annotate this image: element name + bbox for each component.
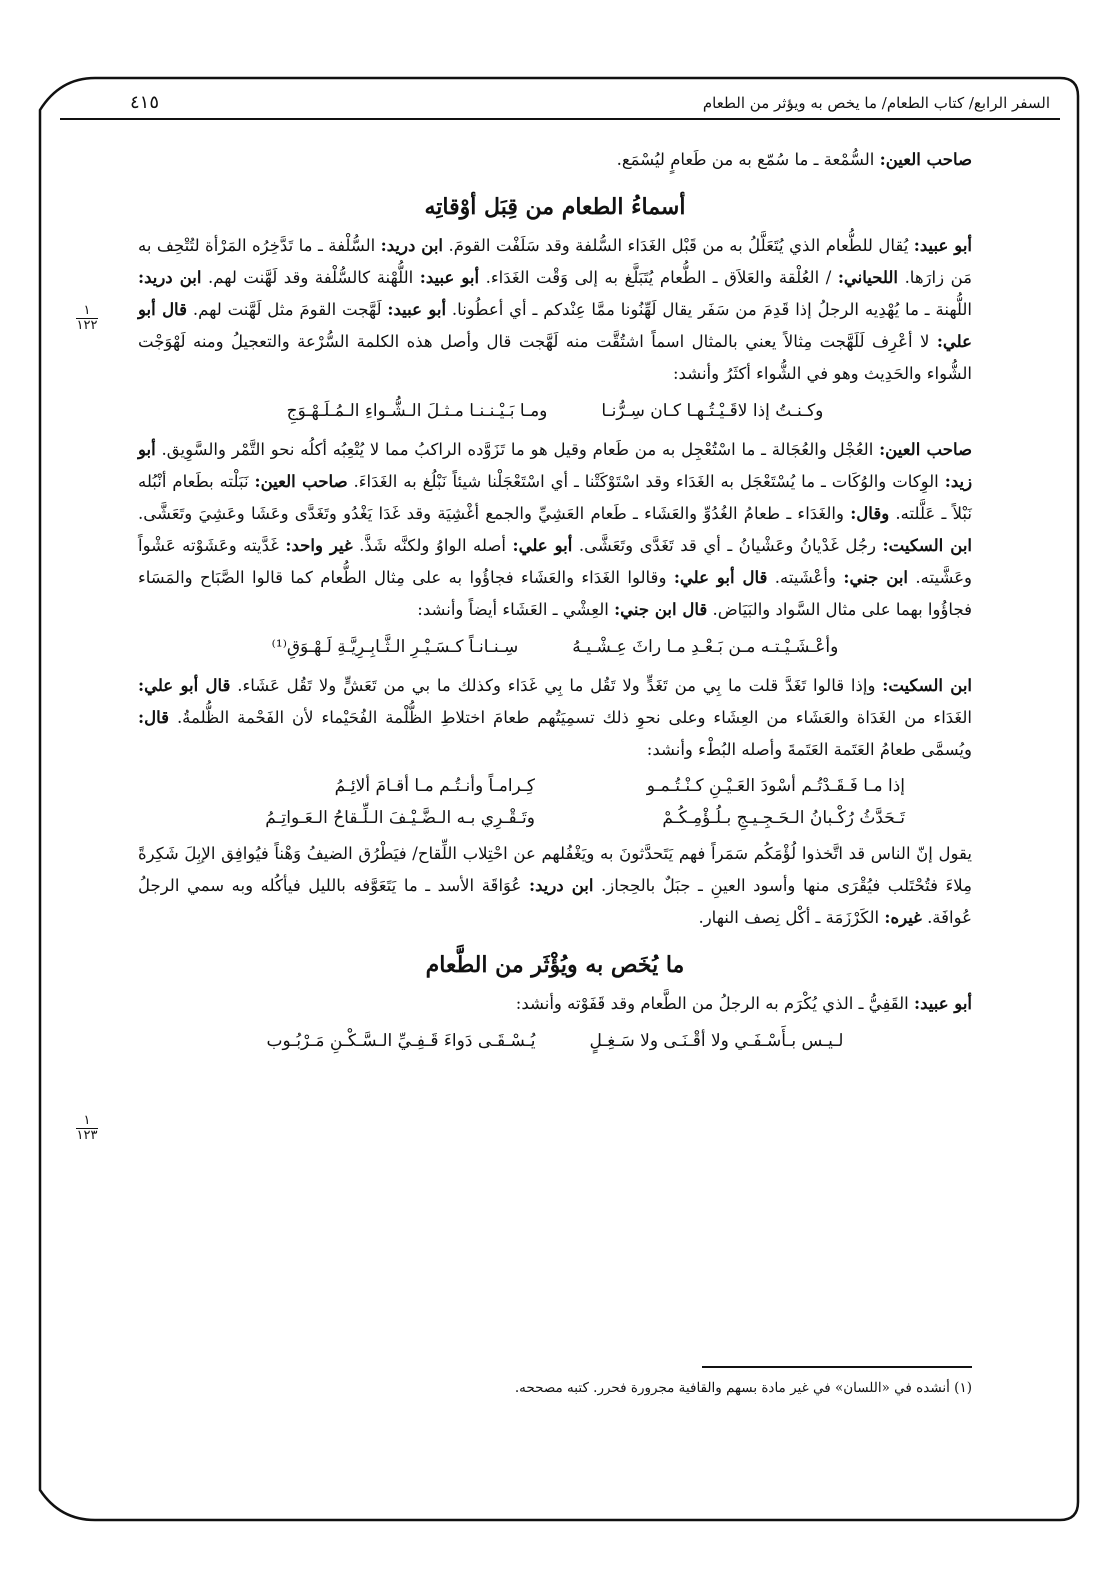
intro-paragraph: صاحب العين: السُّمْعة ـ ما سُمّع به من طَعامٍ ليُسْمَع.: [616, 150, 972, 169]
margin-page-ref-123: ١ ١٢٣: [76, 1113, 98, 1143]
paragraph-4: يقول إنّ الناس قد اتَّخذوا لُؤْمَكُم سَمَراً فهم يَتَحدَّثونَ به ويَغْفُلهم عن احْتِلاب اللِّقاح/ فيَطْرُق الضيفُ وَهْناً فيُوافِق الإبِلَ شَكِرةً مِلاءَ فتُحْتَلب فيُقْرَى منها وأسود العينِ ـ جبَلٌ بالحِجاز. ابن دريد: عُوَاقَة الأسد ـ ما يَتَعَوَّفه بالليل فيأكُله وبه سمي الرجلُ عُوافَة. غيره: الكَرْزَمَة ـ أكْل نِصف النهار.: [138, 844, 972, 927]
couplet-verses: [138, 770, 972, 834]
page-number: ٤١٥: [130, 92, 160, 113]
verse-1: وكـنـتُ إذا لاقَـيْـتُـهـا كـان سِـرُّنـا ومـا بَـيْـنـنـا مـثـلَ الـشُّـواءِ الـمُـلَـهْـوَجِ: [286, 401, 824, 421]
footnote-rule: [702, 1366, 972, 1368]
header-title: السفر الرابع/ كتاب الطعام/ ما يخص به ويؤثر من الطعام: [702, 94, 1050, 112]
couplet-line-2: تَـحَدَّثُ رُكْـبانُ الـحَـجِـيـجِ بـلُـؤْمِـكُـمْ وتَـقْـرِي بـه الـضَّـيْـفَ الـلِّـقاحُ الـعَـواتِـمُ: [265, 808, 905, 828]
paragraph-5: أبو عبيد: القَفِيُّ ـ الذي يُكْرَم به الرجلُ من الطَّعام وقد قَفَوْته وأنشد:: [515, 994, 972, 1013]
running-header: [60, 90, 1060, 120]
footnote-marker: (١): [954, 1380, 972, 1396]
footnote: [138, 1376, 972, 1400]
paragraph-2: صاحب العين: العُجْل والعُجَالة ـ ما اسْتُعْجِل به من طَعام وقيل هو ما تَزَوَّده الراكبُ مما لا يُتْعِبُه أكلُه نحو التَّمْر والسَّوِيق. أبو زيد: الوِكات والوُكَات ـ ما يُسْتَعْجَل به الغَدَاء وقد اسْتَوْكَتْنا ـ أي اسْتَعْجَلْنا شيئاً نَبْلُغ به الغَدَاءَ. صاحب العين: نَبَلْته بطَعام أنْبُله نَبْلاً ـ عَلَّلته. وقال: والغَدَاء ـ طعامُ الغُدُوِّ والعَشَاء ـ طَعام العَشِيِّ والجمع أغْشِيَة وقد غَدَا يَغْدُو وتَغَدَّى وعَشَا وعَشِيَ وتَعَشَّى. ابن السكيت: رجُل غَدْيانُ وعَشْيانُ ـ أي قد تَغَدَّى وتَعَشَّى. أبو علي: أصله الواوُ ولكنَّه شَذَّ. غير واحد: غَدَّيته وعَشَوْته عَشْواً وعَشَّيته. ابن جني: وأعْشَيته. قال أبو علي: وقالوا الغَدَاء والعَشَاء فجاؤُوا به على مِثال الطُّعام كما قالوا الصَّبَاح والمَسَاء فجاؤُوا بهما على مثال السَّواد والبَيَاض. قال ابن جني: العِشْي ـ العَشَاء أيضاً وأنشد:: [138, 440, 973, 619]
section-heading-meal-times: أسماءُ الطعام من قِبَل أوْقاتِه: [424, 194, 686, 220]
verse-3: لـيـس بـأَسْـفَـي ولا أقْـنَـى ولا سَـغِـلٍ يُـسْـقَـى دَواءَ قَـفِـيِّ الـسَّـكْـنِ مَـرْبُـوب: [266, 1031, 844, 1051]
paragraph-1: أبو عبيد: يُقال للطُّعام الذي يُتَعَلَّلُ به من قَبْل الغَدَاء السُّلفة وقد سَلَفْت القومَ. ابن دريد: السُّلْفة ـ ما تَدَّخِرُه المَرْأة لتُتْحِف به مَن زارَها. اللحياني: / العُلْقة والعَلاَق ـ الطُّعام يُتَبَلَّغ به إلى وَقْت الغَدَاء. أبو عبيد: اللُّهْنة كالسُّلْفة وقد لَهَّنت لهم. ابن دريد: اللُّهنة ـ ما يُهْدِيه الرجلُ إذا قَدِمَ من سَفَر يقال لَهِّنُونا ممَّا عِنْدكم ـ أي أعطُونا. أبو عبيد: لَهَّجت القومَ مثل لَهَّنت لهم. قال أبو علي: لا أعْرِف لَلَهَّجت مِثالاً يعني بالمثال اسماً اشتُقَّت منه لَهَّجت قال وأصل هذه الكلمة السُّرْعة والتعجيلُ ومنه لَهْوَجْت الشُّواء والحَدِيث وهو في الشُّواء أكثَرُ وأنشد:: [138, 236, 973, 383]
footnote-text: أنشده في «اللسان» في غير مادة بسهم والقافية مجرورة فحرر. كتبه مصححه.: [514, 1380, 950, 1396]
margin-page-ref-122: ١ ١٢٢: [76, 303, 98, 333]
couplet-line-1: إذا مـا فَـقَـدْتُـم أسْودَ العَـيْـنِ كـنْـتُـمـو كِـرامـاً وأنـتُـم مـا أقـامَ ألائِـمُ: [334, 776, 905, 796]
section-heading-special-food: ما يُخَص به ويُؤْثَر من الطَّعام: [425, 952, 685, 978]
header-rule: [60, 118, 1060, 120]
page-body: [138, 144, 972, 1064]
book-page: [60, 82, 1060, 1512]
verse-2: وأعْـشَـيْـتـه مـن بَـعْـدِ مـا راثَ عِـشْـيـهُ سِـنـانـاً كـسَـيْـرِ الـثَّـابِـرِيَّـةِ لَـهْـوَقِ⁽¹⁾: [271, 637, 839, 657]
paragraph-3: ابن السكيت: وإذا قالوا تَغَدَّ قلت ما بِي من تَغَدٍّ ولا تَقُل ما بِي غَدَاء وكذلك ما بي من تَعَشٍّ ولا تَقُل عَشَاء. قال أبو علي: الغَدَاء من الغَدَاة والعَشَاء من العِشَاء وعلى نحوِ ذلك تسمِيَتُهم طعامَ اختلاطِ الظُّلْمة الفُحَيْماء لأن الفَحْمة الظُّلمةُ. قال: ويُسمَّى طعامُ العَتَمة العَتَمةَ وأصله البُطْء وأنشد:: [138, 676, 973, 759]
